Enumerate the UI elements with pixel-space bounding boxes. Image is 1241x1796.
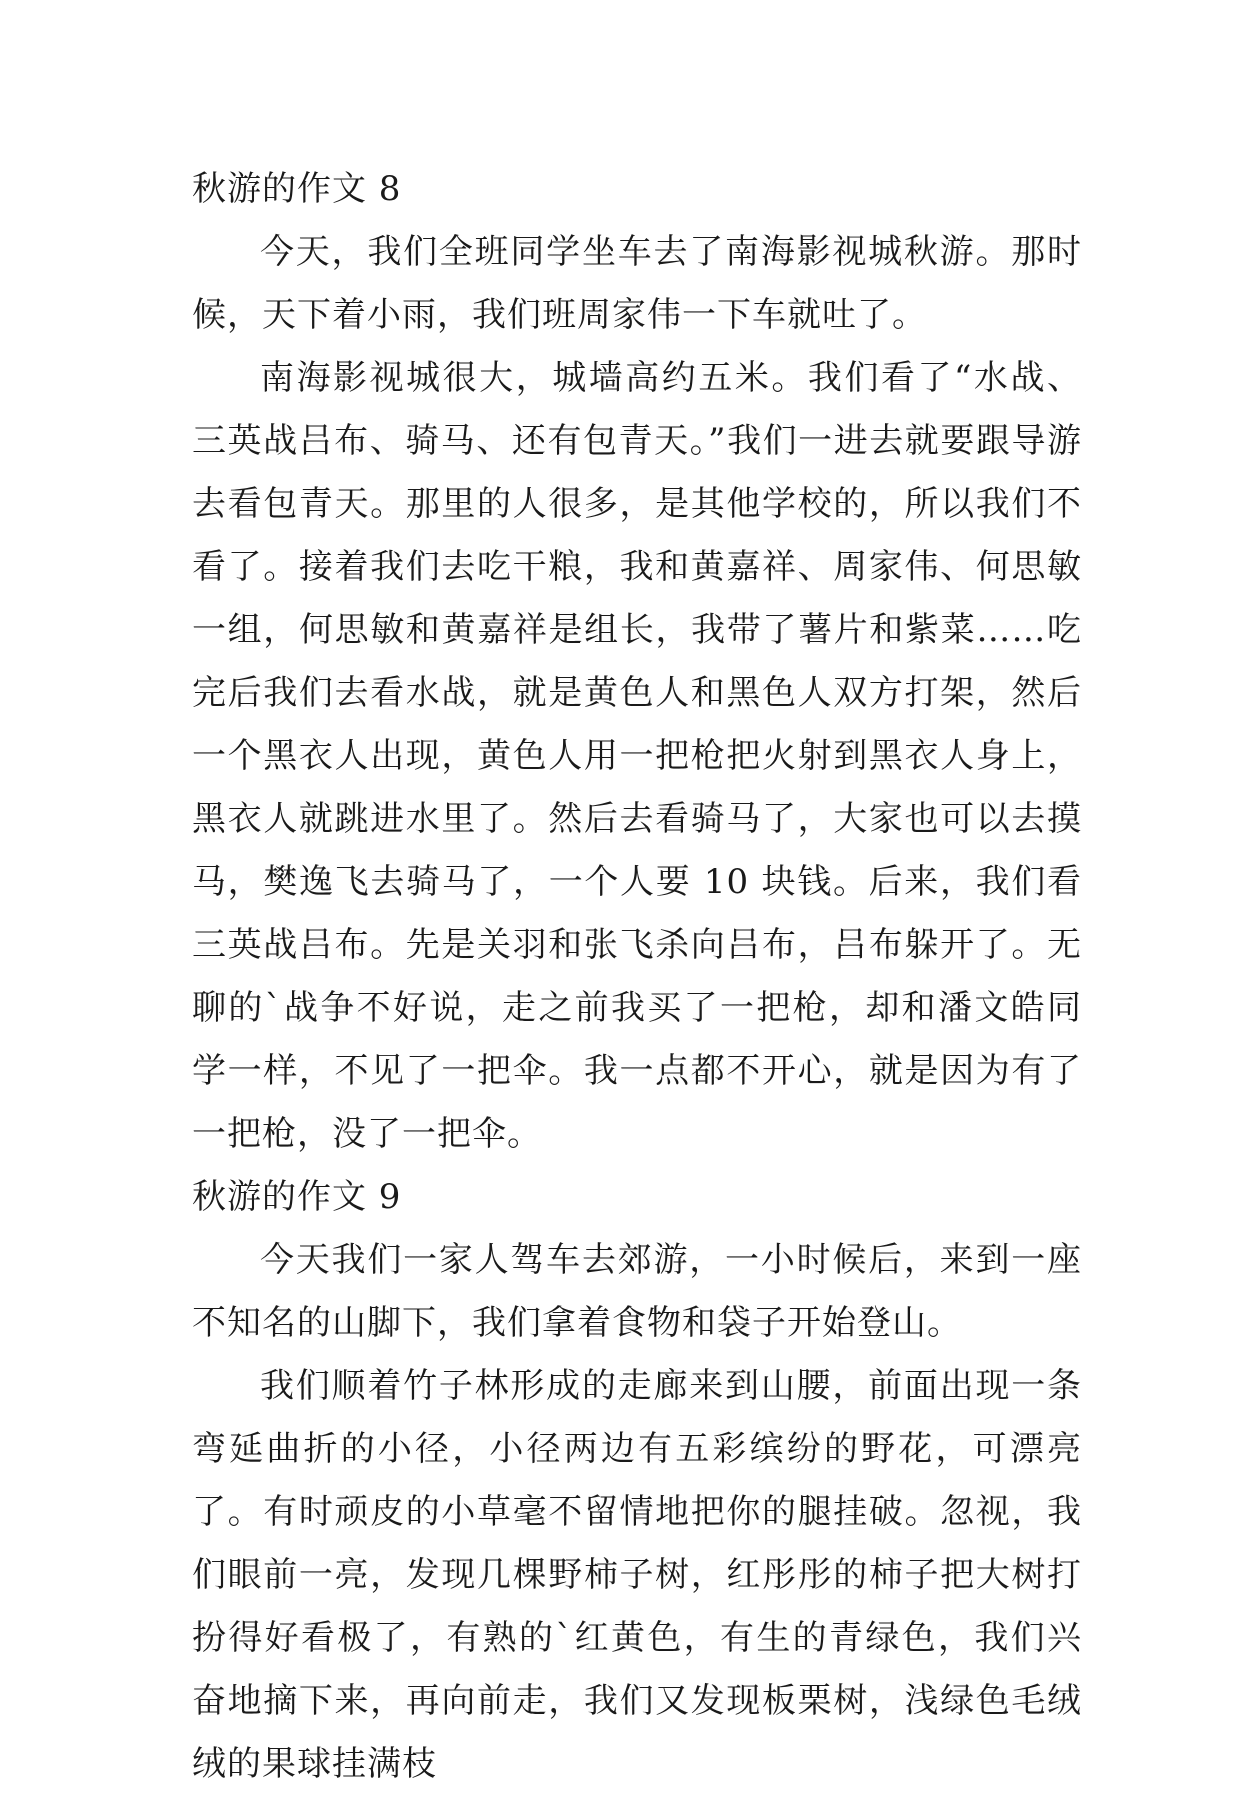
essay-9-paragraph-2: 我们顺着竹子林形成的走廊来到山腰，前面出现一条弯延曲折的小径，小径两边有五彩缤纷的野花，可漂亮了。有时顽皮的小草毫不留情地把你的腿挂破。忽视，我们眼前一亮，发现几棵野柿子树，红彤彤的柿子把大树打扮得好看极了，有熟的`红黄色，有生的青绿色，我们兴奋地摘下来，再向前走，我们又发现板栗树，浅绿色毛绒绒的果球挂满枝	[192, 1366, 1082, 1784]
essay-heading-9: 秋游的作文 9	[192, 1177, 402, 1217]
essay-8-paragraph-2: 南海影视城很大，城墙高约五米。我们看了“水战、三英战吕布、骑马、还有包青天。”我们一进去就要跟导游去看包青天。那里的人很多，是其他学校的，所以我们不看了。接着我们去吃干粮，我和黄嘉祥、周家伟、何思敏一组，何思敏和黄嘉祥是组长，我带了薯片和紫菜……吃完后我们去看水战，就是黄色人和黑色人双方打架，然后一个黑衣人出现，黄色人用一把枪把火射到黑衣人身上，黑衣人就跳进水里了。然后去看骑马了，大家也可以去摸马，樊逸飞去骑马了，一个人要 10 块钱。后来，我们看三英战吕布。先是关羽和张飞杀向吕布，吕布躲开了。无聊的`战争不好说，走之前我买了一把枪，却和潘文皓同学一样，不见了一把伞。我一点都不开心，就是因为有了一把枪，没了一把伞。	[192, 358, 1082, 1154]
essay-body	[192, 158, 1082, 1796]
essay-9-paragraph-1: 今天我们一家人驾车去郊游，一小时候后，来到一座不知名的山脚下，我们拿着食物和袋子开始登山。	[192, 1240, 1082, 1343]
essay-8-paragraph-1: 今天，我们全班同学坐车去了南海影视城秋游。那时候，天下着小雨，我们班周家伟一下车就吐了。	[192, 232, 1082, 335]
essay-heading-8: 秋游的作文 8	[192, 169, 402, 209]
